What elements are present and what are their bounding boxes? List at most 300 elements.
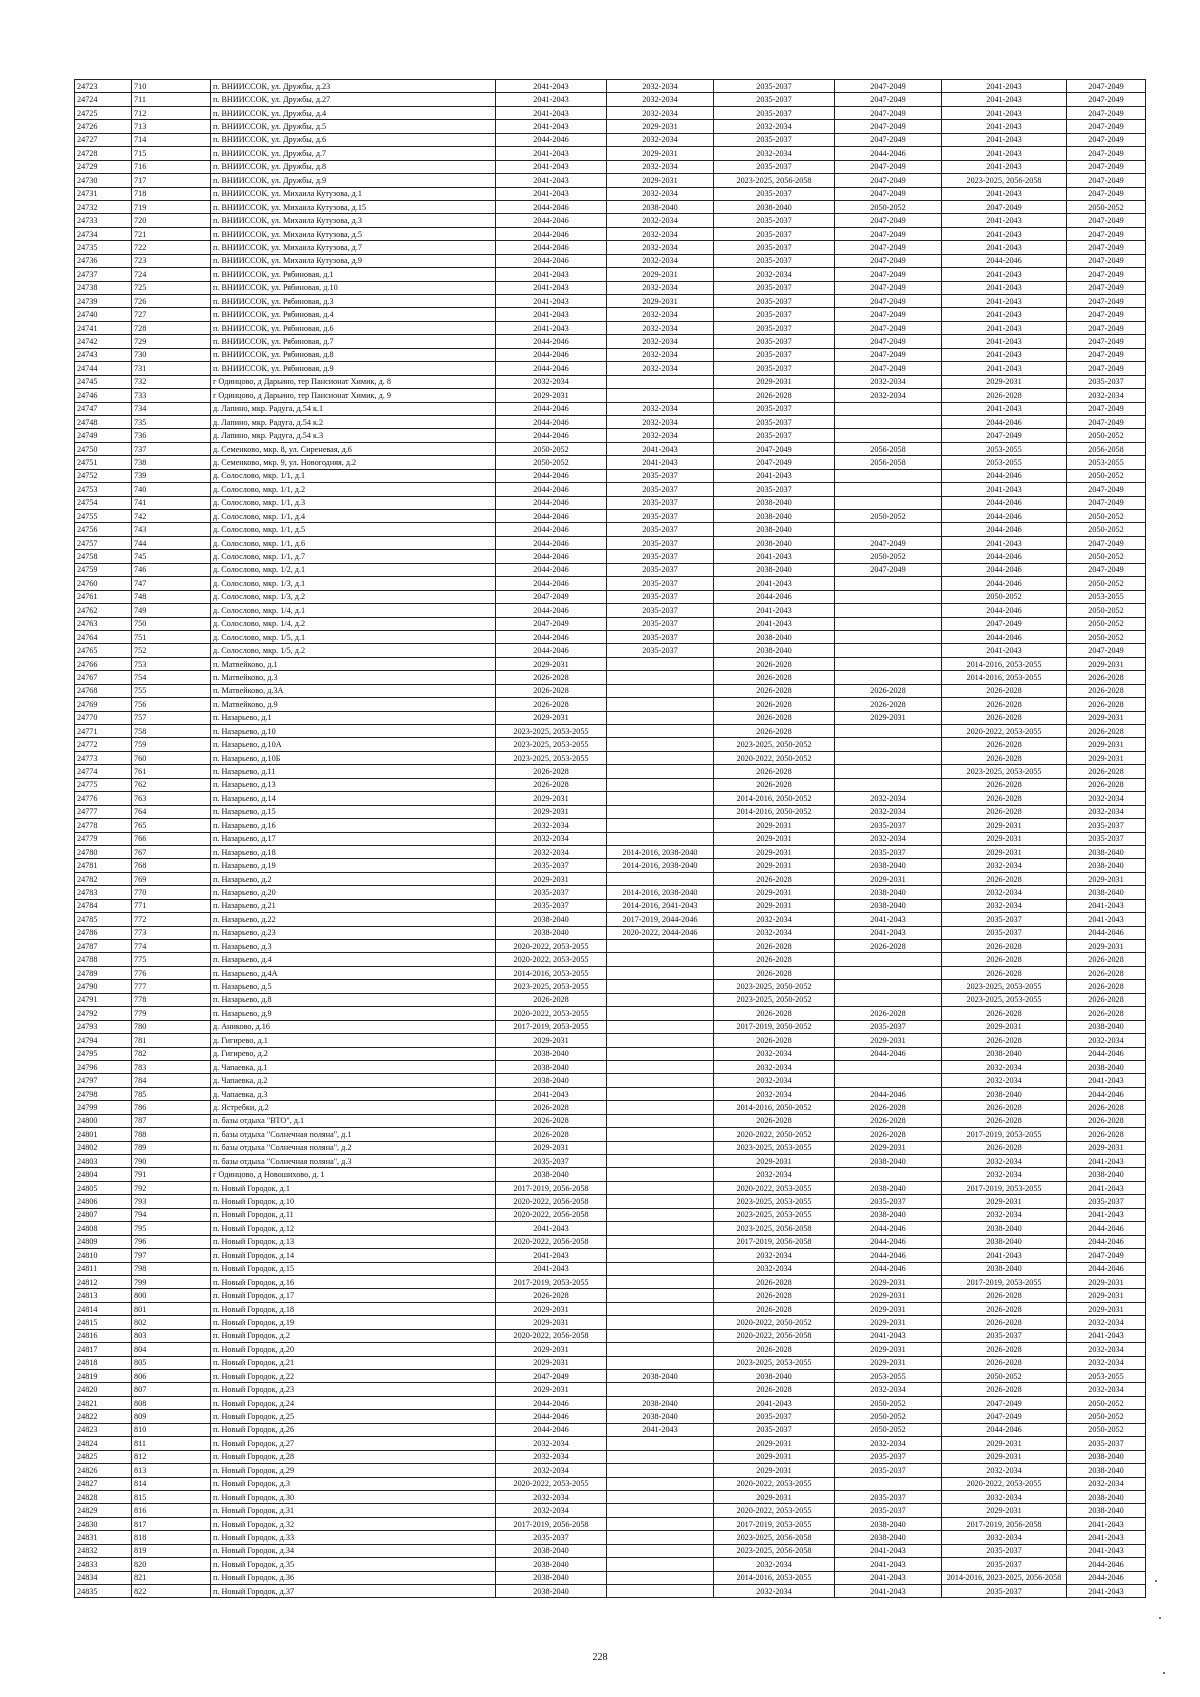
period-col-1-cell: 2050-2052 <box>496 442 607 455</box>
period-col-3-cell: 2038-2040 <box>714 630 835 643</box>
period-col-1-cell: 2029-2031 <box>496 1316 607 1329</box>
period-col-4-cell <box>835 630 942 643</box>
period-col-5-cell: 2026-2028 <box>942 389 1067 402</box>
object-number-cell: 744 <box>132 536 211 549</box>
object-number-cell: 743 <box>132 523 211 536</box>
address-cell: п. Новый Городок, д.31 <box>211 1504 496 1517</box>
address-cell: п. Назарьево, д.10А <box>211 738 496 751</box>
period-col-5-cell: 2023-2025, 2053-2055 <box>942 765 1067 778</box>
period-col-3-cell: 2026-2028 <box>714 698 835 711</box>
period-col-6-cell: 2035-2037 <box>1067 819 1146 832</box>
period-col-1-cell: 2029-2031 <box>496 1034 607 1047</box>
address-cell: п. ВНИИССОК, ул. Дружбы, д.5 <box>211 120 496 133</box>
period-col-3-cell: 2032-2034 <box>714 1060 835 1073</box>
period-col-2-cell <box>607 765 714 778</box>
period-col-5-cell: 2044-2046 <box>942 630 1067 643</box>
record-number-cell: 24815 <box>75 1316 132 1329</box>
object-number-cell: 716 <box>132 160 211 173</box>
object-number-cell: 726 <box>132 295 211 308</box>
object-number-cell: 786 <box>132 1101 211 1114</box>
record-number-cell: 24817 <box>75 1343 132 1356</box>
period-col-5-cell: 2029-2031 <box>942 375 1067 388</box>
address-cell: п. Новый Городок, д.22 <box>211 1370 496 1383</box>
address-cell: п. Назарьево, д.18 <box>211 845 496 858</box>
period-col-4-cell: 2026-2028 <box>835 940 942 953</box>
period-col-2-cell <box>607 1208 714 1221</box>
period-col-1-cell: 2041-2043 <box>496 80 607 93</box>
period-col-6-cell: 2050-2052 <box>1067 550 1146 563</box>
period-col-2-cell <box>607 1490 714 1503</box>
period-col-2-cell <box>607 1544 714 1557</box>
period-col-6-cell: 2044-2046 <box>1067 1262 1146 1275</box>
period-col-5-cell: 2041-2043 <box>942 80 1067 93</box>
period-col-1-cell: 2026-2028 <box>496 1101 607 1114</box>
period-col-5-cell: 2032-2034 <box>942 1490 1067 1503</box>
period-col-6-cell: 2032-2034 <box>1067 1356 1146 1369</box>
period-col-3-cell: 2020-2022, 2050-2052 <box>714 1128 835 1141</box>
period-col-5-cell: 2026-2028 <box>942 1034 1067 1047</box>
object-number-cell: 795 <box>132 1222 211 1235</box>
period-col-6-cell: 2038-2040 <box>1067 845 1146 858</box>
period-col-2-cell <box>607 657 714 670</box>
record-number-cell: 24730 <box>75 174 132 187</box>
period-col-6-cell: 2044-2046 <box>1067 1235 1146 1248</box>
period-col-4-cell: 2038-2040 <box>835 1531 942 1544</box>
table-row <box>75 1329 1146 1342</box>
period-col-4-cell: 2035-2037 <box>835 819 942 832</box>
period-col-6-cell: 2041-2043 <box>1067 1544 1146 1557</box>
period-col-5-cell: 2026-2028 <box>942 1316 1067 1329</box>
address-cell: д. Чапаевка, д.1 <box>211 1060 496 1073</box>
period-col-4-cell: 2038-2040 <box>835 1517 942 1530</box>
period-col-4-cell: 2044-2046 <box>835 1222 942 1235</box>
period-col-4-cell: 2041-2043 <box>835 913 942 926</box>
period-col-6-cell: 2047-2049 <box>1067 227 1146 240</box>
record-number-cell: 24733 <box>75 214 132 227</box>
record-number-cell: 24774 <box>75 765 132 778</box>
period-col-6-cell: 2047-2049 <box>1067 348 1146 361</box>
period-col-1-cell: 2038-2040 <box>496 1060 607 1073</box>
period-col-6-cell: 2050-2052 <box>1067 200 1146 213</box>
period-col-3-cell: 2020-2022, 2053-2055 <box>714 1504 835 1517</box>
object-number-cell: 748 <box>132 590 211 603</box>
record-number-cell: 24784 <box>75 899 132 912</box>
period-col-3-cell: 2035-2037 <box>714 1410 835 1423</box>
period-col-4-cell: 2047-2049 <box>835 348 942 361</box>
address-cell: п. Новый Городок, д.15 <box>211 1262 496 1275</box>
record-number-cell: 24751 <box>75 456 132 469</box>
page-number: 228 <box>592 1652 608 1663</box>
object-number-cell: 787 <box>132 1114 211 1127</box>
address-cell: п. Назарьево, д.22 <box>211 913 496 926</box>
table-row <box>75 200 1146 213</box>
period-col-2-cell: 2035-2037 <box>607 536 714 549</box>
period-col-6-cell: 2047-2049 <box>1067 402 1146 415</box>
address-cell: п. Новый Городок, д.26 <box>211 1423 496 1436</box>
period-col-4-cell: 2038-2040 <box>835 886 942 899</box>
period-col-1-cell: 2050-2052 <box>496 456 607 469</box>
period-col-3-cell: 2035-2037 <box>714 133 835 146</box>
period-col-4-cell: 2032-2034 <box>835 1383 942 1396</box>
period-col-1-cell: 2029-2031 <box>496 805 607 818</box>
schedule-table <box>74 79 1146 1598</box>
period-col-3-cell: 2038-2040 <box>714 1370 835 1383</box>
period-col-1-cell: 2044-2046 <box>496 496 607 509</box>
table-row <box>75 483 1146 496</box>
period-col-1-cell: 2029-2031 <box>496 1141 607 1154</box>
period-col-4-cell: 2035-2037 <box>835 1450 942 1463</box>
period-col-6-cell: 2026-2028 <box>1067 966 1146 979</box>
period-col-4-cell: 2047-2049 <box>835 254 942 267</box>
record-number-cell: 24819 <box>75 1370 132 1383</box>
record-number-cell: 24724 <box>75 93 132 106</box>
period-col-5-cell: 2038-2040 <box>942 1262 1067 1275</box>
object-number-cell: 756 <box>132 698 211 711</box>
address-cell: д. Солослово, мкр. 1/1, д.5 <box>211 523 496 536</box>
period-col-3-cell: 2026-2028 <box>714 953 835 966</box>
period-col-2-cell: 2032-2034 <box>607 214 714 227</box>
object-number-cell: 763 <box>132 792 211 805</box>
period-col-1-cell: 2044-2046 <box>496 1396 607 1409</box>
record-number-cell: 24820 <box>75 1383 132 1396</box>
period-col-4-cell <box>835 617 942 630</box>
period-col-3-cell: 2038-2040 <box>714 523 835 536</box>
period-col-1-cell: 2044-2046 <box>496 335 607 348</box>
period-col-1-cell: 2023-2025, 2053-2055 <box>496 738 607 751</box>
address-cell: п. ВНИИССОК, ул. Дружбы, д.9 <box>211 174 496 187</box>
table-row <box>75 1155 1146 1168</box>
period-col-4-cell: 2032-2034 <box>835 389 942 402</box>
table-row <box>75 819 1146 832</box>
table-row <box>75 214 1146 227</box>
address-cell: п. ВНИИССОК, ул. Михаила Кутузова, д.15 <box>211 200 496 213</box>
period-col-1-cell: 2044-2046 <box>496 510 607 523</box>
object-number-cell: 752 <box>132 644 211 657</box>
object-number-cell: 735 <box>132 415 211 428</box>
object-number-cell: 753 <box>132 657 211 670</box>
address-cell: п. Матвейково, д.9 <box>211 698 496 711</box>
period-col-4-cell: 2035-2037 <box>835 1464 942 1477</box>
address-cell: п. Новый Городок, д.3 <box>211 1477 496 1490</box>
period-col-6-cell: 2047-2049 <box>1067 308 1146 321</box>
period-col-5-cell: 2041-2043 <box>942 160 1067 173</box>
record-number-cell: 24795 <box>75 1047 132 1060</box>
period-col-3-cell: 2038-2040 <box>714 644 835 657</box>
period-col-6-cell: 2038-2040 <box>1067 1450 1146 1463</box>
record-number-cell: 24783 <box>75 886 132 899</box>
period-col-5-cell: 2032-2034 <box>942 899 1067 912</box>
period-col-1-cell: 2038-2040 <box>496 913 607 926</box>
period-col-4-cell: 2029-2031 <box>835 1343 942 1356</box>
record-number-cell: 24823 <box>75 1423 132 1436</box>
period-col-5-cell: 2023-2025, 2053-2055 <box>942 993 1067 1006</box>
address-cell: п. Назарьево, д.11 <box>211 765 496 778</box>
period-col-5-cell: 2026-2028 <box>942 1289 1067 1302</box>
period-col-6-cell: 2026-2028 <box>1067 698 1146 711</box>
period-col-2-cell: 2032-2034 <box>607 348 714 361</box>
address-cell: д. Солослово, мкр. 1/3, д.2 <box>211 590 496 603</box>
object-number-cell: 762 <box>132 778 211 791</box>
period-col-3-cell: 2017-2019, 2056-2058 <box>714 1235 835 1248</box>
record-number-cell: 24799 <box>75 1101 132 1114</box>
period-col-2-cell <box>607 1316 714 1329</box>
address-cell: д. Солослово, мкр. 1/5, д.2 <box>211 644 496 657</box>
object-number-cell: 739 <box>132 469 211 482</box>
object-number-cell: 817 <box>132 1517 211 1530</box>
period-col-5-cell: 2038-2040 <box>942 1235 1067 1248</box>
table-row <box>75 859 1146 872</box>
period-col-6-cell: 2044-2046 <box>1067 1571 1146 1584</box>
table-row <box>75 536 1146 549</box>
period-col-3-cell: 2026-2028 <box>714 1114 835 1127</box>
period-col-2-cell <box>607 1195 714 1208</box>
address-cell: д. Солослово, мкр. 1/5, д.1 <box>211 630 496 643</box>
period-col-2-cell: 2032-2034 <box>607 227 714 240</box>
period-col-4-cell: 2041-2043 <box>835 1558 942 1571</box>
address-cell: д. Семенково, мкр. 8, ул. Сиреневая, д.6 <box>211 442 496 455</box>
period-col-2-cell <box>607 1329 714 1342</box>
period-col-3-cell: 2032-2034 <box>714 1262 835 1275</box>
object-number-cell: 793 <box>132 1195 211 1208</box>
period-col-5-cell: 2023-2025, 2053-2055 <box>942 980 1067 993</box>
period-col-6-cell: 2044-2046 <box>1067 926 1146 939</box>
record-number-cell: 24790 <box>75 980 132 993</box>
object-number-cell: 796 <box>132 1235 211 1248</box>
period-col-4-cell: 2038-2040 <box>835 1155 942 1168</box>
period-col-3-cell: 2032-2034 <box>714 1558 835 1571</box>
period-col-3-cell: 2029-2031 <box>714 375 835 388</box>
record-number-cell: 24805 <box>75 1181 132 1194</box>
period-col-5-cell: 2023-2025, 2056-2058 <box>942 174 1067 187</box>
period-col-3-cell: 2035-2037 <box>714 321 835 334</box>
table-row <box>75 321 1146 334</box>
period-col-1-cell: 2029-2031 <box>496 657 607 670</box>
table-row <box>75 1356 1146 1369</box>
period-col-6-cell: 2047-2049 <box>1067 335 1146 348</box>
object-number-cell: 803 <box>132 1329 211 1342</box>
period-col-3-cell: 2023-2025, 2056-2058 <box>714 1222 835 1235</box>
record-number-cell: 24800 <box>75 1114 132 1127</box>
period-col-1-cell: 2038-2040 <box>496 1047 607 1060</box>
period-col-6-cell: 2029-2031 <box>1067 751 1146 764</box>
period-col-6-cell: 2053-2055 <box>1067 456 1146 469</box>
period-col-4-cell: 2047-2049 <box>835 308 942 321</box>
record-number-cell: 24728 <box>75 147 132 160</box>
address-cell: д. Солослово, мкр. 1/2, д.1 <box>211 563 496 576</box>
period-col-6-cell: 2038-2040 <box>1067 1020 1146 1033</box>
record-number-cell: 24745 <box>75 375 132 388</box>
object-number-cell: 711 <box>132 93 211 106</box>
address-cell: д. Аниково, д.16 <box>211 1020 496 1033</box>
period-col-5-cell: 2026-2028 <box>942 1302 1067 1315</box>
period-col-2-cell <box>607 1047 714 1060</box>
period-col-4-cell <box>835 765 942 778</box>
address-cell: п. Матвейково, д.1 <box>211 657 496 670</box>
object-number-cell: 737 <box>132 442 211 455</box>
period-col-4-cell <box>835 751 942 764</box>
period-col-2-cell: 2038-2040 <box>607 1370 714 1383</box>
object-number-cell: 790 <box>132 1155 211 1168</box>
period-col-2-cell: 2014-2016, 2038-2040 <box>607 886 714 899</box>
period-col-5-cell: 2041-2043 <box>942 308 1067 321</box>
table-row <box>75 711 1146 724</box>
period-col-4-cell: 2047-2049 <box>835 214 942 227</box>
period-col-2-cell <box>607 1517 714 1530</box>
period-col-4-cell <box>835 778 942 791</box>
period-col-4-cell: 2038-2040 <box>835 1208 942 1221</box>
period-col-3-cell: 2035-2037 <box>714 160 835 173</box>
period-col-1-cell: 2044-2046 <box>496 469 607 482</box>
period-col-2-cell <box>607 940 714 953</box>
period-col-5-cell: 2050-2052 <box>942 1370 1067 1383</box>
period-col-6-cell: 2050-2052 <box>1067 469 1146 482</box>
period-col-5-cell: 2047-2049 <box>942 429 1067 442</box>
object-number-cell: 773 <box>132 926 211 939</box>
period-col-4-cell <box>835 429 942 442</box>
address-cell: п. Назарьево, д.4 <box>211 953 496 966</box>
record-number-cell: 24818 <box>75 1356 132 1369</box>
table-row <box>75 1168 1146 1181</box>
address-cell: п. Новый Городок, д.20 <box>211 1343 496 1356</box>
period-col-5-cell: 2041-2043 <box>942 281 1067 294</box>
object-number-cell: 764 <box>132 805 211 818</box>
record-number-cell: 24804 <box>75 1168 132 1181</box>
period-col-3-cell: 2038-2040 <box>714 536 835 549</box>
period-col-4-cell: 2047-2049 <box>835 268 942 281</box>
object-number-cell: 785 <box>132 1087 211 1100</box>
object-number-cell: 783 <box>132 1060 211 1073</box>
period-col-4-cell: 2041-2043 <box>835 1544 942 1557</box>
period-col-6-cell: 2047-2049 <box>1067 160 1146 173</box>
table-row <box>75 577 1146 590</box>
period-col-3-cell: 2032-2034 <box>714 1087 835 1100</box>
record-number-cell: 24803 <box>75 1155 132 1168</box>
address-cell: п. Назарьево, д.10 <box>211 725 496 738</box>
period-col-6-cell: 2026-2028 <box>1067 1101 1146 1114</box>
period-col-2-cell: 2014-2016, 2038-2040 <box>607 859 714 872</box>
period-col-1-cell: 2026-2028 <box>496 698 607 711</box>
object-number-cell: 812 <box>132 1450 211 1463</box>
table-row <box>75 644 1146 657</box>
period-col-2-cell <box>607 389 714 402</box>
period-col-6-cell: 2035-2037 <box>1067 1195 1146 1208</box>
period-col-6-cell: 2041-2043 <box>1067 1585 1146 1598</box>
period-col-1-cell: 2038-2040 <box>496 1168 607 1181</box>
period-col-3-cell: 2047-2049 <box>714 442 835 455</box>
period-col-2-cell <box>607 1531 714 1544</box>
period-col-5-cell: 2041-2043 <box>942 241 1067 254</box>
period-col-6-cell: 2041-2043 <box>1067 1517 1146 1530</box>
address-cell: п. Новый Городок, д.21 <box>211 1356 496 1369</box>
period-col-5-cell: 2026-2028 <box>942 805 1067 818</box>
period-col-2-cell: 2032-2034 <box>607 362 714 375</box>
period-col-4-cell <box>835 953 942 966</box>
period-col-3-cell: 2026-2028 <box>714 711 835 724</box>
period-col-4-cell <box>835 415 942 428</box>
period-col-4-cell: 2044-2046 <box>835 147 942 160</box>
period-col-4-cell: 2047-2049 <box>835 362 942 375</box>
address-cell: п. Назарьево, д.3 <box>211 940 496 953</box>
object-number-cell: 747 <box>132 577 211 590</box>
table-row <box>75 281 1146 294</box>
period-col-2-cell: 2035-2037 <box>607 510 714 523</box>
period-col-3-cell: 2026-2028 <box>714 765 835 778</box>
object-number-cell: 712 <box>132 106 211 119</box>
period-col-3-cell: 2044-2046 <box>714 590 835 603</box>
period-col-5-cell: 2041-2043 <box>942 227 1067 240</box>
table-row <box>75 1544 1146 1557</box>
address-cell: п. ВНИИССОК, ул. Михаила Кутузова, д.7 <box>211 241 496 254</box>
address-cell: п. ВНИИССОК, ул. Дружбы, д.6 <box>211 133 496 146</box>
table-row <box>75 496 1146 509</box>
record-number-cell: 24739 <box>75 295 132 308</box>
address-cell: п. Новый Городок, д.2 <box>211 1329 496 1342</box>
period-col-3-cell: 2023-2025, 2053-2055 <box>714 1356 835 1369</box>
period-col-5-cell: 2044-2046 <box>942 550 1067 563</box>
record-number-cell: 24806 <box>75 1195 132 1208</box>
table-row <box>75 1504 1146 1517</box>
table-row <box>75 872 1146 885</box>
object-number-cell: 813 <box>132 1464 211 1477</box>
object-number-cell: 754 <box>132 671 211 684</box>
address-cell: д. Лапино, мкр. Радуга, д.54 к.1 <box>211 402 496 415</box>
record-number-cell: 24759 <box>75 563 132 576</box>
table-row <box>75 106 1146 119</box>
period-col-4-cell: 2035-2037 <box>835 1020 942 1033</box>
period-col-6-cell: 2050-2052 <box>1067 523 1146 536</box>
period-col-4-cell <box>835 577 942 590</box>
object-number-cell: 818 <box>132 1531 211 1544</box>
record-number-cell: 24769 <box>75 698 132 711</box>
period-col-4-cell: 2041-2043 <box>835 1571 942 1584</box>
table-row <box>75 845 1146 858</box>
table-row <box>75 1289 1146 1302</box>
object-number-cell: 792 <box>132 1181 211 1194</box>
period-col-5-cell: 2026-2028 <box>942 792 1067 805</box>
object-number-cell: 746 <box>132 563 211 576</box>
period-col-1-cell: 2026-2028 <box>496 778 607 791</box>
period-col-3-cell: 2020-2022, 2053-2055 <box>714 1181 835 1194</box>
address-cell: п. Новый Городок, д.29 <box>211 1464 496 1477</box>
period-col-6-cell: 2029-2031 <box>1067 1275 1146 1288</box>
period-col-6-cell: 2041-2043 <box>1067 913 1146 926</box>
period-col-2-cell: 2014-2016, 2041-2043 <box>607 899 714 912</box>
period-col-4-cell: 2047-2049 <box>835 187 942 200</box>
period-col-3-cell: 2026-2028 <box>714 1275 835 1288</box>
table-row <box>75 1020 1146 1033</box>
period-col-3-cell: 2041-2043 <box>714 1396 835 1409</box>
period-col-2-cell: 2029-2031 <box>607 147 714 160</box>
period-col-3-cell: 2032-2034 <box>714 1585 835 1598</box>
period-col-6-cell: 2047-2049 <box>1067 415 1146 428</box>
period-col-1-cell: 2041-2043 <box>496 147 607 160</box>
table-row <box>75 1490 1146 1503</box>
object-number-cell: 802 <box>132 1316 211 1329</box>
record-number-cell: 24793 <box>75 1020 132 1033</box>
period-col-5-cell: 2032-2034 <box>942 1060 1067 1073</box>
table-row <box>75 1060 1146 1073</box>
period-col-6-cell: 2050-2052 <box>1067 1396 1146 1409</box>
period-col-5-cell: 2041-2043 <box>942 321 1067 334</box>
period-col-1-cell: 2041-2043 <box>496 174 607 187</box>
period-col-1-cell: 2026-2028 <box>496 1128 607 1141</box>
period-col-2-cell: 2029-2031 <box>607 120 714 133</box>
period-col-6-cell: 2047-2049 <box>1067 644 1146 657</box>
table-row <box>75 187 1146 200</box>
table-row <box>75 1410 1146 1423</box>
record-number-cell: 24757 <box>75 536 132 549</box>
period-col-1-cell: 2044-2046 <box>496 200 607 213</box>
